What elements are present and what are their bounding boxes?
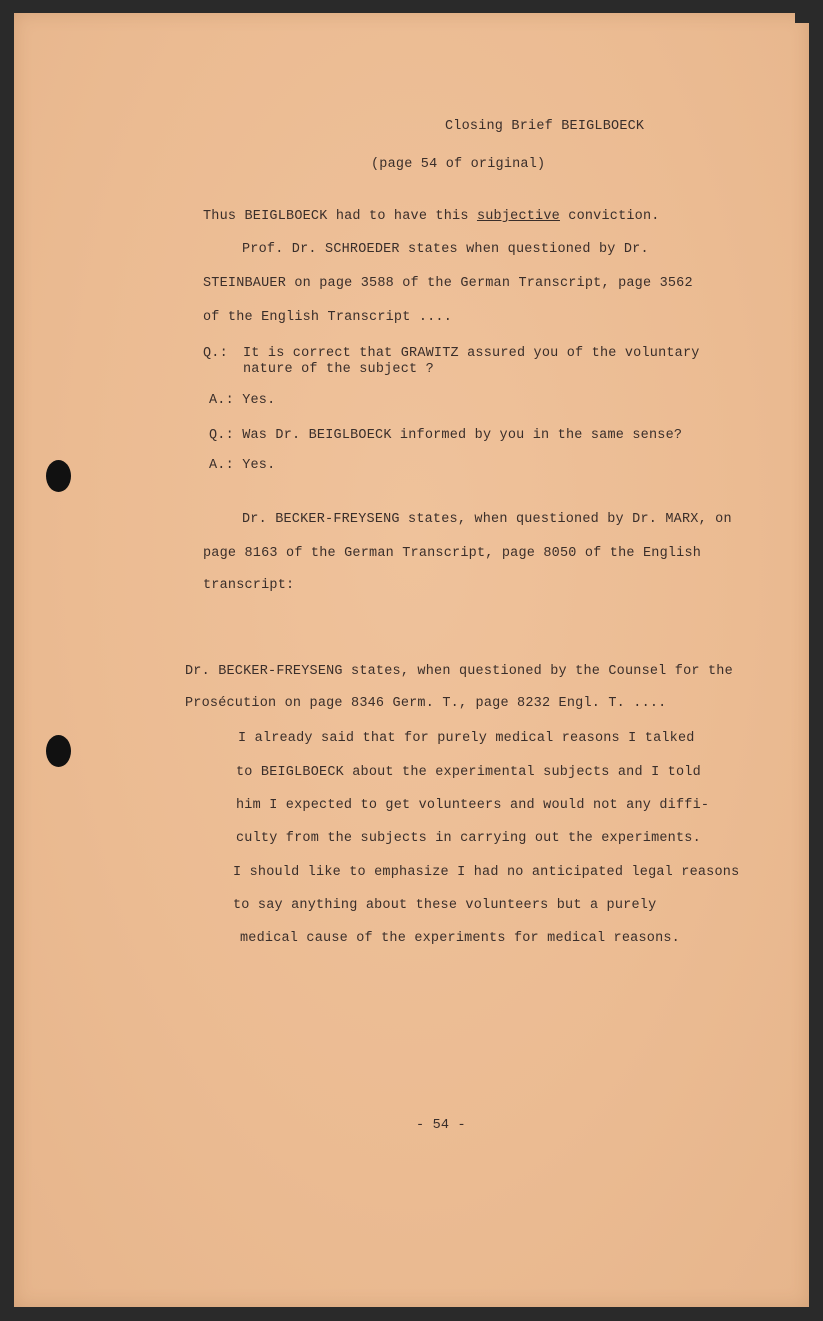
conviction-text-end: conviction. bbox=[559, 209, 660, 224]
becker-marx-line-1: Dr. BECKER-FREYSENG states, when questioned by Dr. MARX, on bbox=[242, 512, 732, 527]
schroeder-line-2: STEINBAUER on page 3588 of the German Transcript, page 3562 bbox=[203, 276, 693, 291]
document-page bbox=[14, 13, 809, 1307]
question-1-line-1: It is correct that GRAWITZ assured you of the voluntary bbox=[243, 346, 700, 361]
becker-prosecution-line-2: Prosécution on page 8346 Germ. T., page 8232 Engl. T. .... bbox=[185, 696, 667, 711]
quote-line-5: I should like to emphasize I had no anticipated legal reasons bbox=[233, 865, 740, 880]
question-2: Q.: Was Dr. BEIGLBOECK informed by you in the same sense? bbox=[209, 428, 683, 443]
quote-line-3: him I expected to get volunteers and would not any diffi- bbox=[236, 798, 710, 813]
quote-line-7: medical cause of the experiments for medical reasons. bbox=[240, 931, 680, 946]
quote-line-2: to BEIGLBOECK about the experimental subjects and I told bbox=[236, 765, 701, 780]
quote-line-6: to say anything about these volunteers but a purely bbox=[233, 898, 657, 913]
quote-line-4: culty from the subjects in carrying out the experiments. bbox=[236, 831, 701, 846]
schroeder-line-3: of the English Transcript .... bbox=[203, 310, 453, 325]
page-number: - 54 - bbox=[416, 1118, 466, 1133]
becker-marx-line-3: transcript: bbox=[203, 578, 295, 593]
punch-hole-upper bbox=[46, 460, 71, 492]
schroeder-line-1: Prof. Dr. SCHROEDER states when questioned by Dr. bbox=[242, 242, 649, 257]
conviction-text-start: Thus BEIGLBOECK had to have this bbox=[203, 209, 477, 224]
emphasized-word: subjective bbox=[476, 209, 560, 224]
answer-1: A.: Yes. bbox=[209, 393, 276, 408]
becker-prosecution-line-1: Dr. BECKER-FREYSENG states, when questioned by the Counsel for the bbox=[185, 664, 733, 679]
page-reference: (page 54 of original) bbox=[371, 157, 546, 172]
paragraph-conviction bbox=[203, 209, 660, 224]
answer-2: A.: Yes. bbox=[209, 458, 276, 473]
question-1-line-2: nature of the subject ? bbox=[243, 362, 434, 377]
becker-marx-line-2: page 8163 of the German Transcript, page 8050 of the English bbox=[203, 546, 702, 561]
quote-line-1: I already said that for purely medical reasons I talked bbox=[238, 731, 695, 746]
document-title: Closing Brief BEIGLBOECK bbox=[445, 119, 645, 134]
punch-hole-lower bbox=[46, 735, 71, 767]
page-corner bbox=[795, 13, 809, 23]
question-1-label: Q.: bbox=[203, 346, 228, 361]
